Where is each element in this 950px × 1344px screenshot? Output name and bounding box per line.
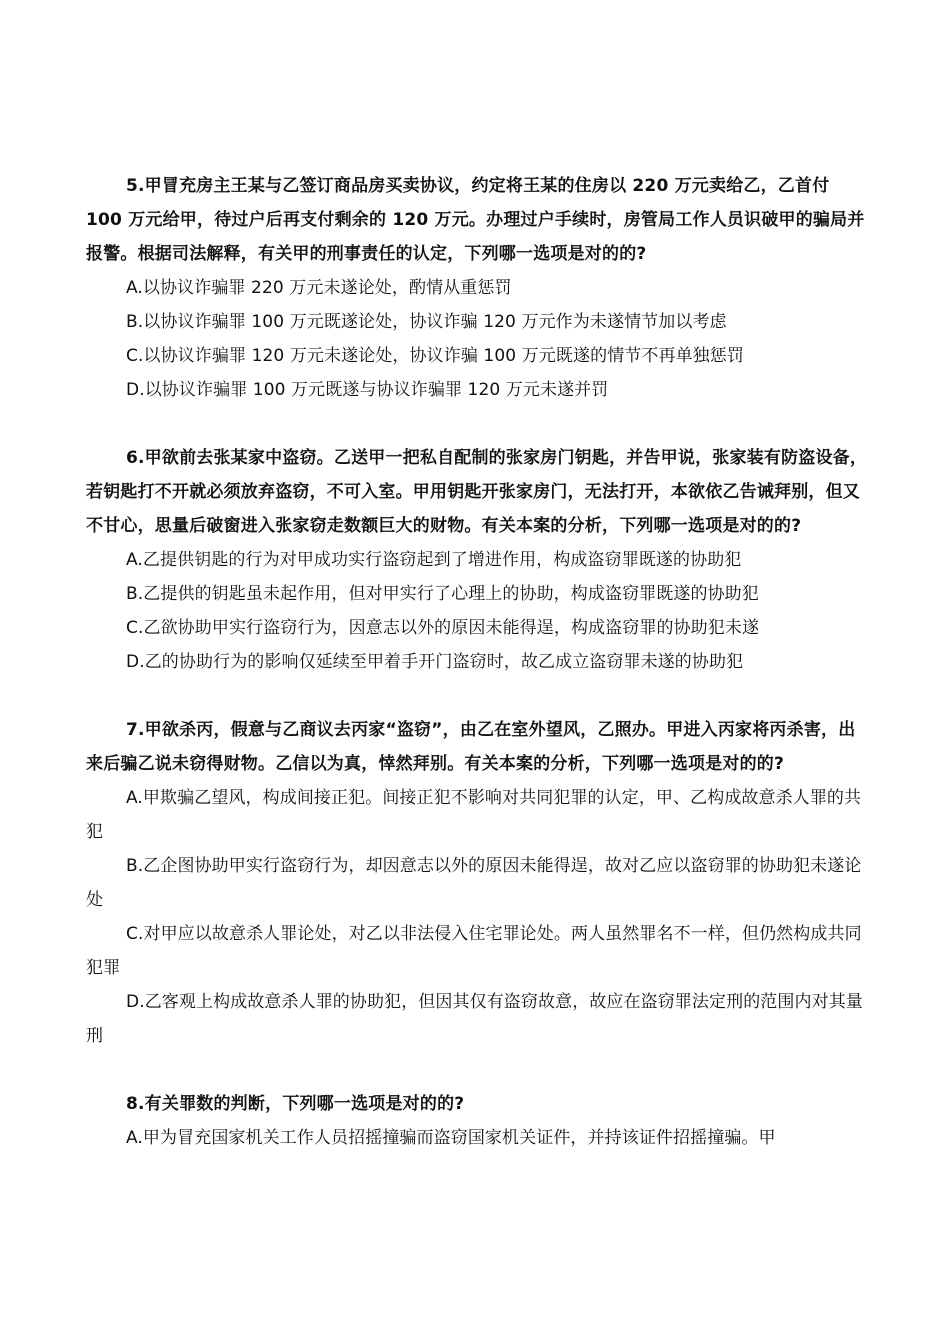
spacer [86,407,868,441]
question-stem: 5.甲冒充房主王某与乙签订商品房买卖协议，约定将王某的住房以 220 万元卖给乙，乙首付 100 万元给甲，待过户后再支付剩余的 120 万元。办理过户手续时，房管局工作人员识破甲的骗局并报警。根据司法解释，有关甲的刑事责任的认定，下列哪一选项是对的的? [86,176,865,264]
question-6 [86,441,868,679]
option-c: C.对甲应以故意杀人罪论处，对乙以非法侵入住宅罪论处。两人虽然罪名不一样，但仍然构成共同犯罪 [86,924,862,978]
option-c: C.乙欲协助甲实行盗窃行为，因意志以外的原因未能得逞，构成盗窃罪的协助犯未遂 [126,618,760,638]
question-stem: 8.有关罪数的判断，下列哪一选项是对的的? [126,1094,465,1114]
option-d: D.乙的协助行为的影响仅延续至甲着手开门盗窃时，故乙成立盗窃罪未遂的协助犯 [126,652,744,672]
option-a: A.乙提供钥匙的行为对甲成功实行盗窃起到了增进作用，构成盗窃罪既遂的协助犯 [126,550,742,570]
option-d: D.以协议诈骗罪 100 万元既遂与协议诈骗罪 120 万元未遂并罚 [126,380,609,400]
option-c: C.以协议诈骗罪 120 万元未遂论处，协议诈骗 100 万元既遂的情节不再单独惩罚 [126,346,744,366]
question-7 [86,713,868,1053]
spacer [86,679,868,713]
question-8 [86,1087,868,1155]
option-a: A.甲为冒充国家机关工作人员招摇撞骗而盗窃国家机关证件，并持该证件招摇撞骗。甲 [126,1128,776,1148]
question-stem: 7.甲欲杀丙，假意与乙商议去丙家“盗窃”，由乙在室外望风，乙照办。甲进入丙家将丙杀害，出来后骗乙说未窃得财物。乙信以为真，悻然拜别。有关本案的分析，下列哪一选项是对的的? [86,720,856,774]
option-a: A.甲欺骗乙望风，构成间接正犯。间接正犯不影响对共同犯罪的认定，甲、乙构成故意杀人罪的共犯 [86,788,862,842]
spacer [86,1053,868,1087]
option-a: A.以协议诈骗罪 220 万元未遂论处，酌情从重惩罚 [126,278,512,298]
question-stem: 6.甲欲前去张某家中盗窃。乙送甲一把私自配制的张家房门钥匙，并告甲说，张家装有防盗设备，若钥匙打不开就必须放弃盗窃，不可入室。甲用钥匙开张家房门，无法打开，本欲依乙告诫拜别，但又不甘心，思量后破窗进入张家窃走数额巨大的财物。有关本案的分析，下列哪一选项是对的的? [86,448,868,536]
document-page [86,169,868,1155]
option-d: D.乙客观上构成故意杀人罪的协助犯，但因其仅有盗窃故意，故应在盗窃罪法定刑的范围内对其量刑 [86,992,863,1046]
option-b: B.乙提供的钥匙虽未起作用，但对甲实行了心理上的协助，构成盗窃罪既遂的协助犯 [126,584,759,604]
option-b: B.以协议诈骗罪 100 万元既遂论处，协议诈骗 120 万元作为未遂情节加以考虑 [126,312,727,332]
option-b: B.乙企图协助甲实行盗窃行为，却因意志以外的原因未能得逞，故对乙应以盗窃罪的协助犯未遂论处 [86,856,862,910]
question-5 [86,169,868,407]
